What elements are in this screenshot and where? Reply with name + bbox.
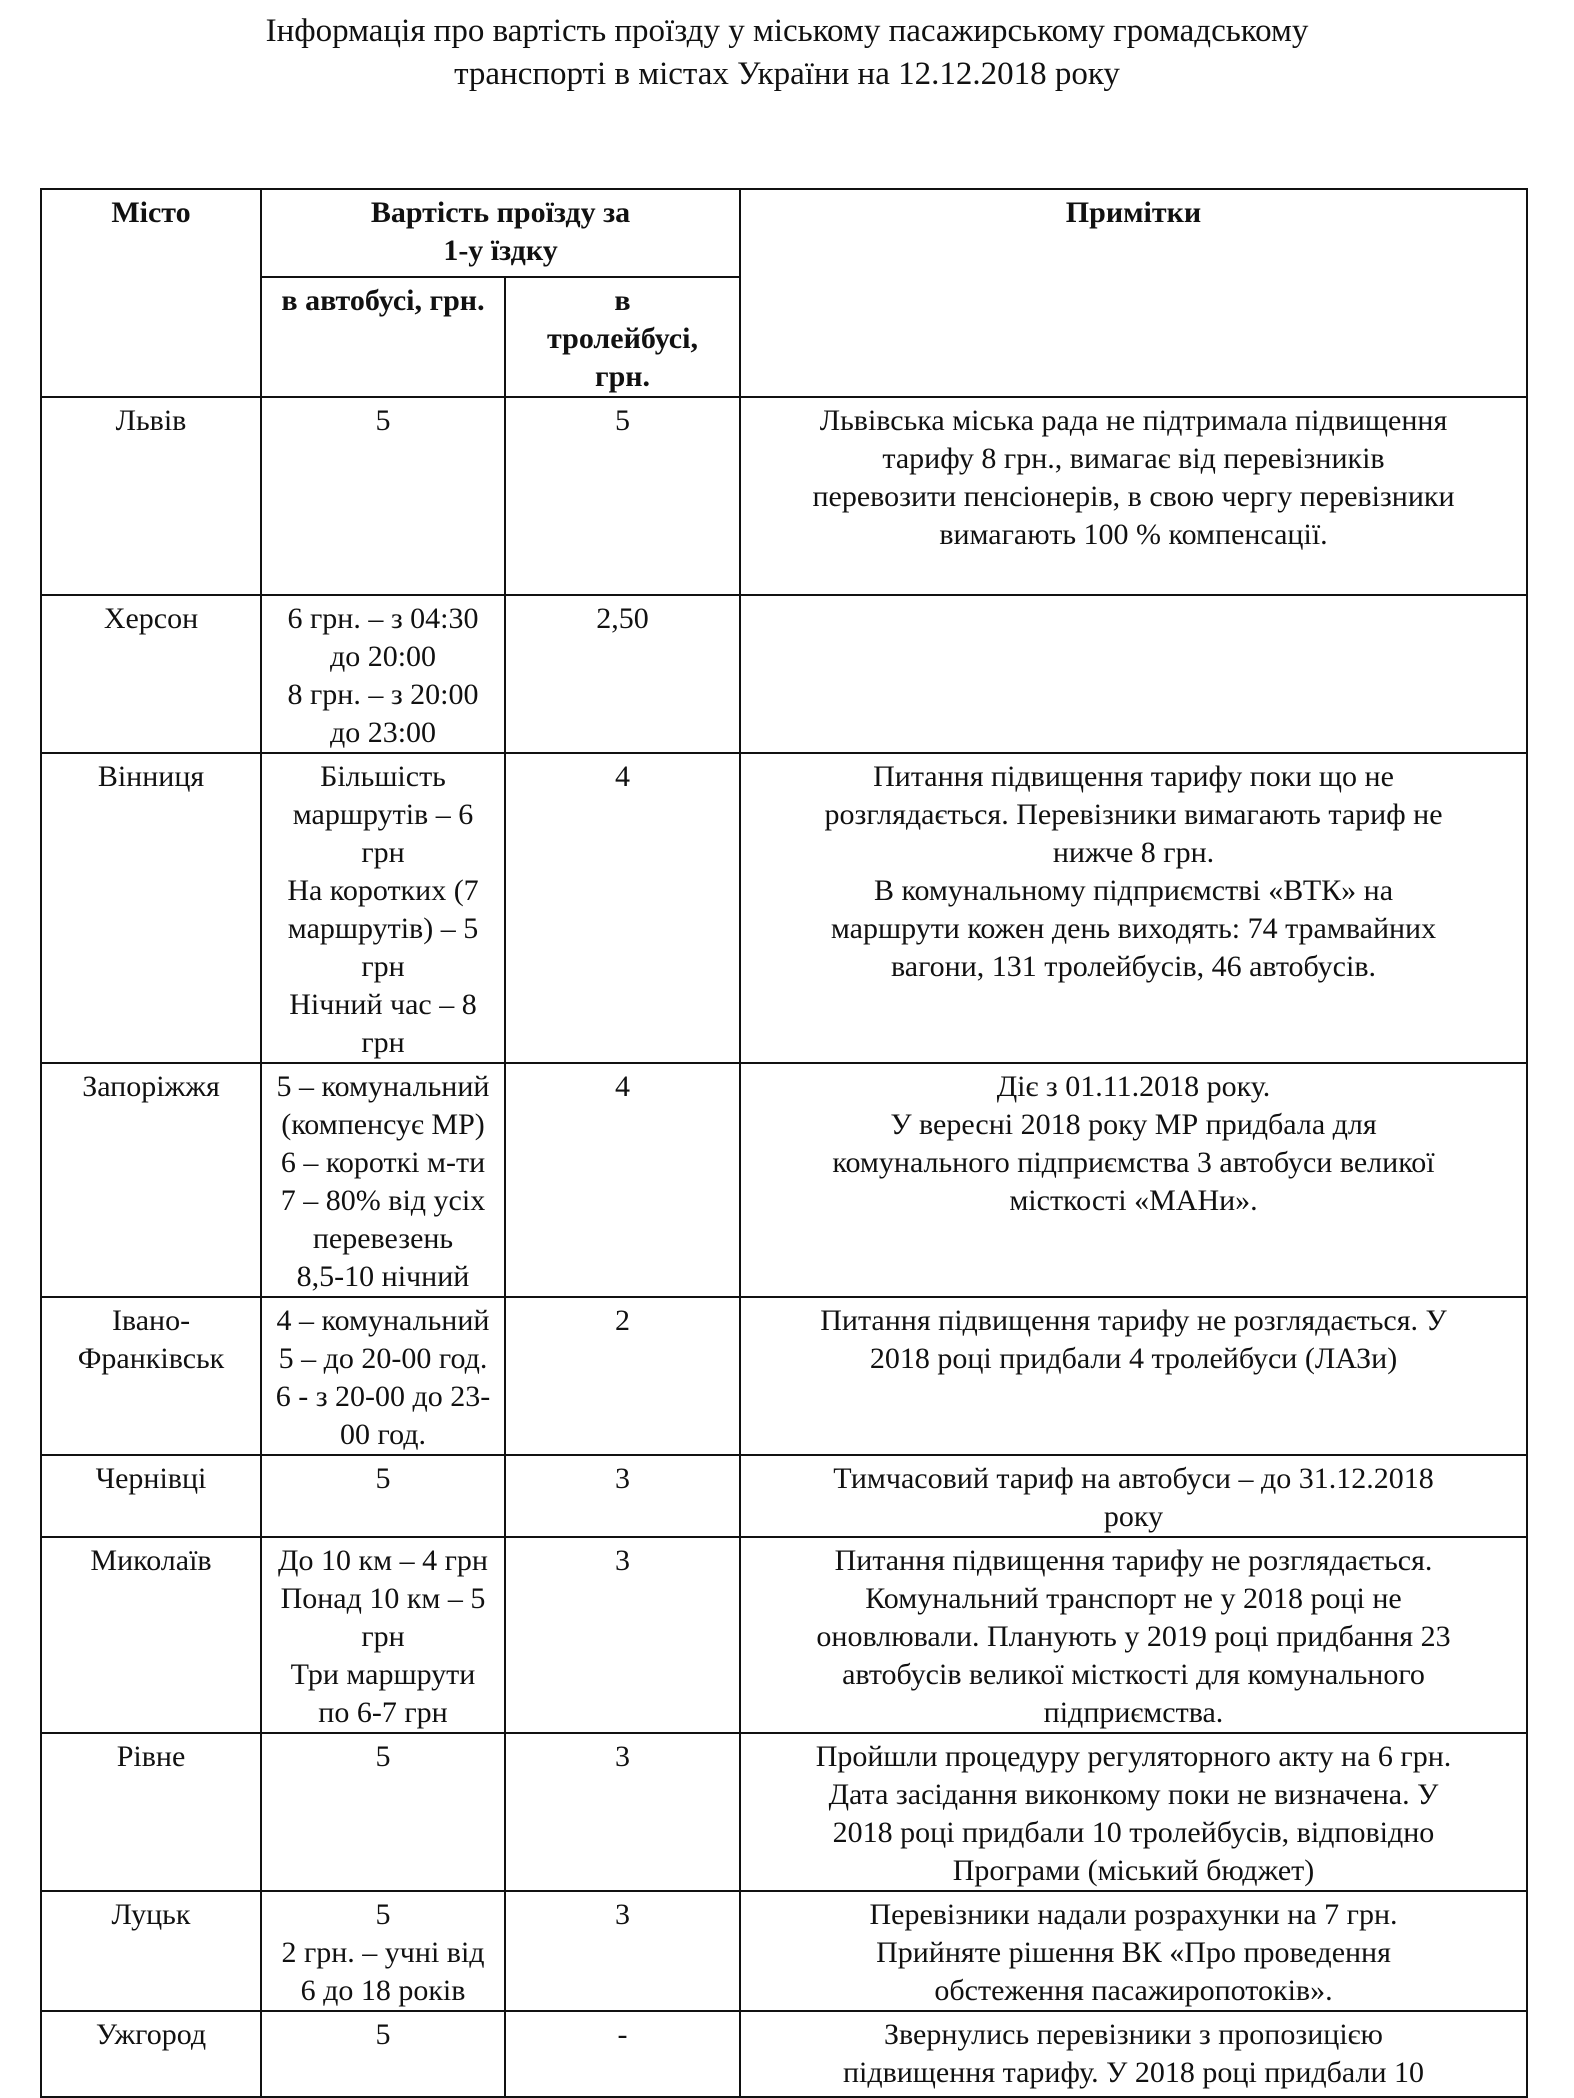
table-row bbox=[41, 1297, 1527, 1455]
bus-fare-cell: 5 bbox=[261, 1733, 505, 1891]
document-title bbox=[0, 10, 1574, 96]
bus-fare-cell: Більшість маршрутів – 6 грн На коротких (7 маршрутів) – 5 грн Нічний час – 8 грн bbox=[261, 753, 505, 1063]
table-row bbox=[41, 2011, 1527, 2097]
notes-cell: Питання підвищення тарифу поки що не розглядається. Перевізники вимагають тариф не нижче 8 грн. В комунальному підприємстві «ВТК» на маршрути кожен день виходять: 74 трамвайних вагони, 131 тролейбусів, 46 автобусів. bbox=[740, 753, 1527, 1063]
bus-fare-cell: 5 bbox=[261, 397, 505, 595]
header-fare-group: Вартість проїзду за 1-у їздку bbox=[261, 189, 740, 277]
notes-cell: Питання підвищення тарифу не розглядається. У 2018 році придбали 4 тролейбуси (ЛАЗи) bbox=[740, 1297, 1527, 1455]
trolleybus-fare-cell: 5 bbox=[505, 397, 740, 595]
table-row bbox=[41, 1063, 1527, 1297]
city-cell: Львів bbox=[41, 397, 261, 595]
city-cell: Чернівці bbox=[41, 1455, 261, 1537]
bus-fare-cell: До 10 км – 4 грн Понад 10 км – 5 грн Три маршрути по 6-7 грн bbox=[261, 1537, 505, 1733]
city-cell: Івано- Франківськ bbox=[41, 1297, 261, 1455]
header-notes: Примітки bbox=[740, 189, 1527, 397]
header-row bbox=[41, 189, 1527, 277]
city-cell: Запоріжжя bbox=[41, 1063, 261, 1297]
table-row bbox=[41, 753, 1527, 1063]
city-cell: Ужгород bbox=[41, 2011, 261, 2097]
bus-fare-cell: 4 – комунальний 5 – до 20-00 год. 6 - з 20-00 до 23- 00 год. bbox=[261, 1297, 505, 1455]
trolleybus-fare-cell: 3 bbox=[505, 1455, 740, 1537]
notes-cell: Діє з 01.11.2018 року. У вересні 2018 року МР придбала для комунального підприємства 3 автобуси великої місткості «МАНи». bbox=[740, 1063, 1527, 1297]
table-row bbox=[41, 1537, 1527, 1733]
bus-fare-cell: 5 bbox=[261, 2011, 505, 2097]
table-row bbox=[41, 1891, 1527, 2011]
city-cell: Вінниця bbox=[41, 753, 261, 1063]
notes-cell: Звернулись перевізники з пропозицією підвищення тарифу. У 2018 році придбали 10 bbox=[740, 2011, 1527, 2097]
city-cell: Луцьк bbox=[41, 1891, 261, 2011]
city-cell: Херсон bbox=[41, 595, 261, 753]
title-line-1: Інформація про вартість проїзду у міському пасажирському громадському bbox=[265, 13, 1309, 49]
notes-cell: Питання підвищення тарифу не розглядається. Комунальний транспорт не у 2018 році не оновлювали. Планують у 2019 році придбання 23 автобусів великої місткості для комунального підприємства. bbox=[740, 1537, 1527, 1733]
notes-cell: Пройшли процедуру регуляторного акту на 6 грн. Дата засідання виконкому поки не визначена. У 2018 році придбали 10 тролейбусів, відповідно Програми (міський бюджет) bbox=[740, 1733, 1527, 1891]
bus-fare-cell: 5 2 грн. – учні від 6 до 18 років bbox=[261, 1891, 505, 2011]
bus-fare-cell: 6 грн. – з 04:30 до 20:00 8 грн. – з 20:00 до 23:00 bbox=[261, 595, 505, 753]
table-row bbox=[41, 595, 1527, 753]
trolleybus-fare-cell: 2 bbox=[505, 1297, 740, 1455]
notes-cell: Перевізники надали розрахунки на 7 грн. Прийняте рішення ВК «Про проведення обстеження пасажиропотоків». bbox=[740, 1891, 1527, 2011]
trolleybus-fare-cell: 4 bbox=[505, 753, 740, 1063]
header-bus: в автобусі, грн. bbox=[261, 277, 505, 397]
header-trolleybus: в тролейбусі, грн. bbox=[505, 277, 740, 397]
trolleybus-fare-cell: 3 bbox=[505, 1537, 740, 1733]
notes-cell bbox=[740, 595, 1527, 753]
trolleybus-fare-cell: - bbox=[505, 2011, 740, 2097]
city-cell: Рівне bbox=[41, 1733, 261, 1891]
table-row bbox=[41, 1733, 1527, 1891]
title-line-2: транспорті в містах України на 12.12.2018 року bbox=[454, 56, 1120, 92]
bus-fare-cell: 5 – комунальний (компенсує МР) 6 – короткі м-ти 7 – 80% від усіх перевезень 8,5-10 нічний bbox=[261, 1063, 505, 1297]
trolleybus-fare-cell: 2,50 bbox=[505, 595, 740, 753]
table-row bbox=[41, 397, 1527, 595]
notes-cell: Тимчасовий тариф на автобуси – до 31.12.2018 року bbox=[740, 1455, 1527, 1537]
trolleybus-fare-cell: 3 bbox=[505, 1891, 740, 2011]
fares-table bbox=[40, 188, 1528, 2098]
trolleybus-fare-cell: 3 bbox=[505, 1733, 740, 1891]
notes-cell: Львівська міська рада не підтримала підвищення тарифу 8 грн., вимагає від перевізників перевозити пенсіонерів, в свою чергу перевізники вимагають 100 % компенсації. bbox=[740, 397, 1527, 595]
table-row bbox=[41, 1455, 1527, 1537]
trolleybus-fare-cell: 4 bbox=[505, 1063, 740, 1297]
city-cell: Миколаїв bbox=[41, 1537, 261, 1733]
header-city: Місто bbox=[41, 189, 261, 397]
bus-fare-cell: 5 bbox=[261, 1455, 505, 1537]
